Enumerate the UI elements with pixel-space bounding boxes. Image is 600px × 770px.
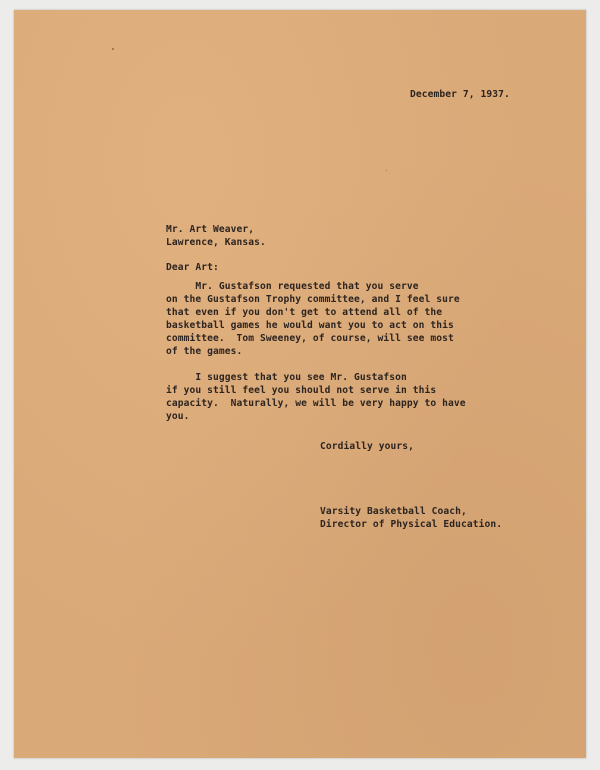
- paragraph-line: on the Gustafson Trophy committee, and I feel sure: [166, 294, 460, 305]
- closing: Cordially yours,: [320, 441, 415, 452]
- paragraph-line: that even if you don't get to attend all of the: [166, 307, 443, 318]
- paragraph-line: I suggest that you see Mr. Gustafson: [166, 372, 407, 383]
- recipient-city: Lawrence, Kansas.: [166, 237, 266, 248]
- paragraph-line: Mr. Gustafson requested that you serve: [166, 281, 419, 292]
- salutation: Dear Art:: [166, 262, 219, 273]
- signature-title-2: Director of Physical Education.: [320, 519, 503, 530]
- letter-page: [14, 10, 586, 758]
- signature-title-1: Varsity Basketball Coach,: [320, 506, 467, 517]
- letter-date: December 7, 1937.: [410, 89, 510, 100]
- paper-speck: [386, 170, 387, 171]
- paper-speck: [112, 48, 114, 50]
- paragraph-line: of the games.: [166, 346, 243, 357]
- paragraph-line: committee. Tom Sweeney, of course, will see most: [166, 333, 454, 344]
- recipient-name: Mr. Art Weaver,: [166, 224, 255, 235]
- paragraph-line: if you still feel you should not serve in this: [166, 385, 437, 396]
- paragraph-line: basketball games he would want you to act on this: [166, 320, 454, 331]
- paragraph-line: you.: [166, 411, 190, 422]
- paragraph-line: capacity. Naturally, we will be very happy to have: [166, 398, 466, 409]
